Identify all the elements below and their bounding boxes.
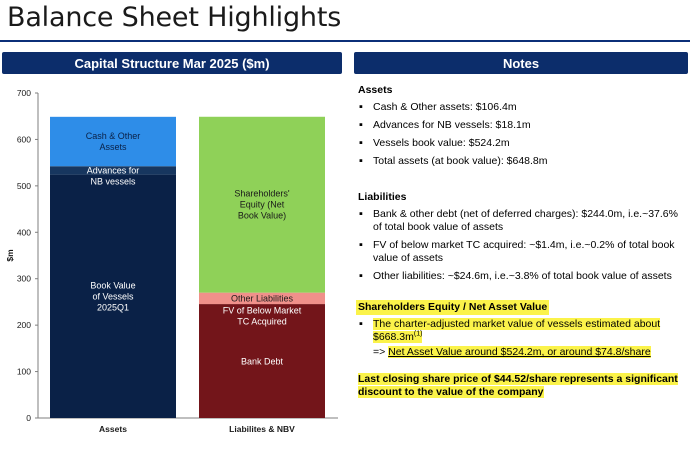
notes-panel xyxy=(358,84,688,399)
chart-banner: Capital Structure Mar 2025 ($m) xyxy=(2,52,342,74)
y-tick-label: 200 xyxy=(16,320,31,331)
liabilities-heading: Liabilities xyxy=(358,191,407,203)
list-item: ▪ Bank & other debt (net of deferred charges): $244.0m, i.e.~37.6% of total book value of assets xyxy=(358,208,688,234)
y-tick-label: 500 xyxy=(16,180,31,191)
segment-label: Other Liabilities xyxy=(230,293,294,304)
page-title: Balance Sheet Highlights xyxy=(7,2,342,33)
list-item: ▪ Other liabilities: ~$24.6m, i.e.~3.8% of total book value of assets xyxy=(358,270,688,283)
y-tick-label: 100 xyxy=(16,366,31,377)
notes-banner: Notes xyxy=(354,52,688,74)
y-axis-label: $m xyxy=(5,249,15,262)
title-divider xyxy=(0,40,690,42)
nav-text: Net Asset Value around $524.2m, or around $74.8/share xyxy=(388,346,651,358)
y-tick-label: 300 xyxy=(16,273,31,284)
x-category-label: Liabilites & NBV xyxy=(229,424,295,434)
segment-label: Assets xyxy=(99,142,127,153)
y-tick-label: 600 xyxy=(16,134,31,145)
list-item: ▪ FV of below market TC acquired: ~$1.4m, i.e.~0.2% of total book value of assets xyxy=(358,239,688,265)
segment-label: TC Acquired xyxy=(237,316,287,327)
x-category-label: Assets xyxy=(99,424,127,434)
assets-heading: Assets xyxy=(358,84,393,96)
closing-statement xyxy=(358,373,688,399)
chart-svg xyxy=(2,84,342,444)
capital-structure-chart xyxy=(2,84,342,444)
equity-list xyxy=(358,318,688,344)
segment-label: Equity (Net xyxy=(239,199,285,210)
list-item: ▪ Vessels book value: $524.2m xyxy=(358,137,688,150)
footnote-marker: (1) xyxy=(413,330,423,338)
liabilities-list xyxy=(358,208,688,283)
segment-label: Book Value xyxy=(90,280,136,291)
list-item xyxy=(358,318,688,344)
y-tick-label: 400 xyxy=(16,227,31,238)
segment-label: Book Value) xyxy=(237,210,287,221)
equity-item-text: The charter-adjusted market value of vessels estimated about $668.3m xyxy=(373,318,661,343)
list-item: ▪ Cash & Other assets: $106.4m xyxy=(358,101,688,114)
segment-label: NB vessels xyxy=(90,176,136,187)
segment-label: FV of Below Market xyxy=(222,305,302,316)
segment-label: Cash & Other xyxy=(85,131,141,142)
segment-label: 2025Q1 xyxy=(96,302,130,313)
segment-label: Bank Debt xyxy=(240,356,284,367)
y-tick-label: 0 xyxy=(26,413,31,423)
segment-label: Shareholders' xyxy=(234,188,290,199)
nav-line xyxy=(358,346,688,359)
y-tick-label: 700 xyxy=(16,88,31,98)
list-item: ▪ Total assets (at book value): $648.8m xyxy=(358,155,688,168)
closing-text: Last closing share price of $44.52/share represents a significant discount to the value of the company xyxy=(358,373,678,398)
equity-heading: Shareholders Equity / Net Asset Value xyxy=(358,301,548,313)
assets-list xyxy=(358,101,688,168)
segment-label: of Vessels xyxy=(92,291,134,302)
list-item: ▪ Advances for NB vessels: $18.1m xyxy=(358,119,688,132)
nav-prefix: => xyxy=(373,346,389,358)
segment-label: Advances for xyxy=(86,165,140,176)
